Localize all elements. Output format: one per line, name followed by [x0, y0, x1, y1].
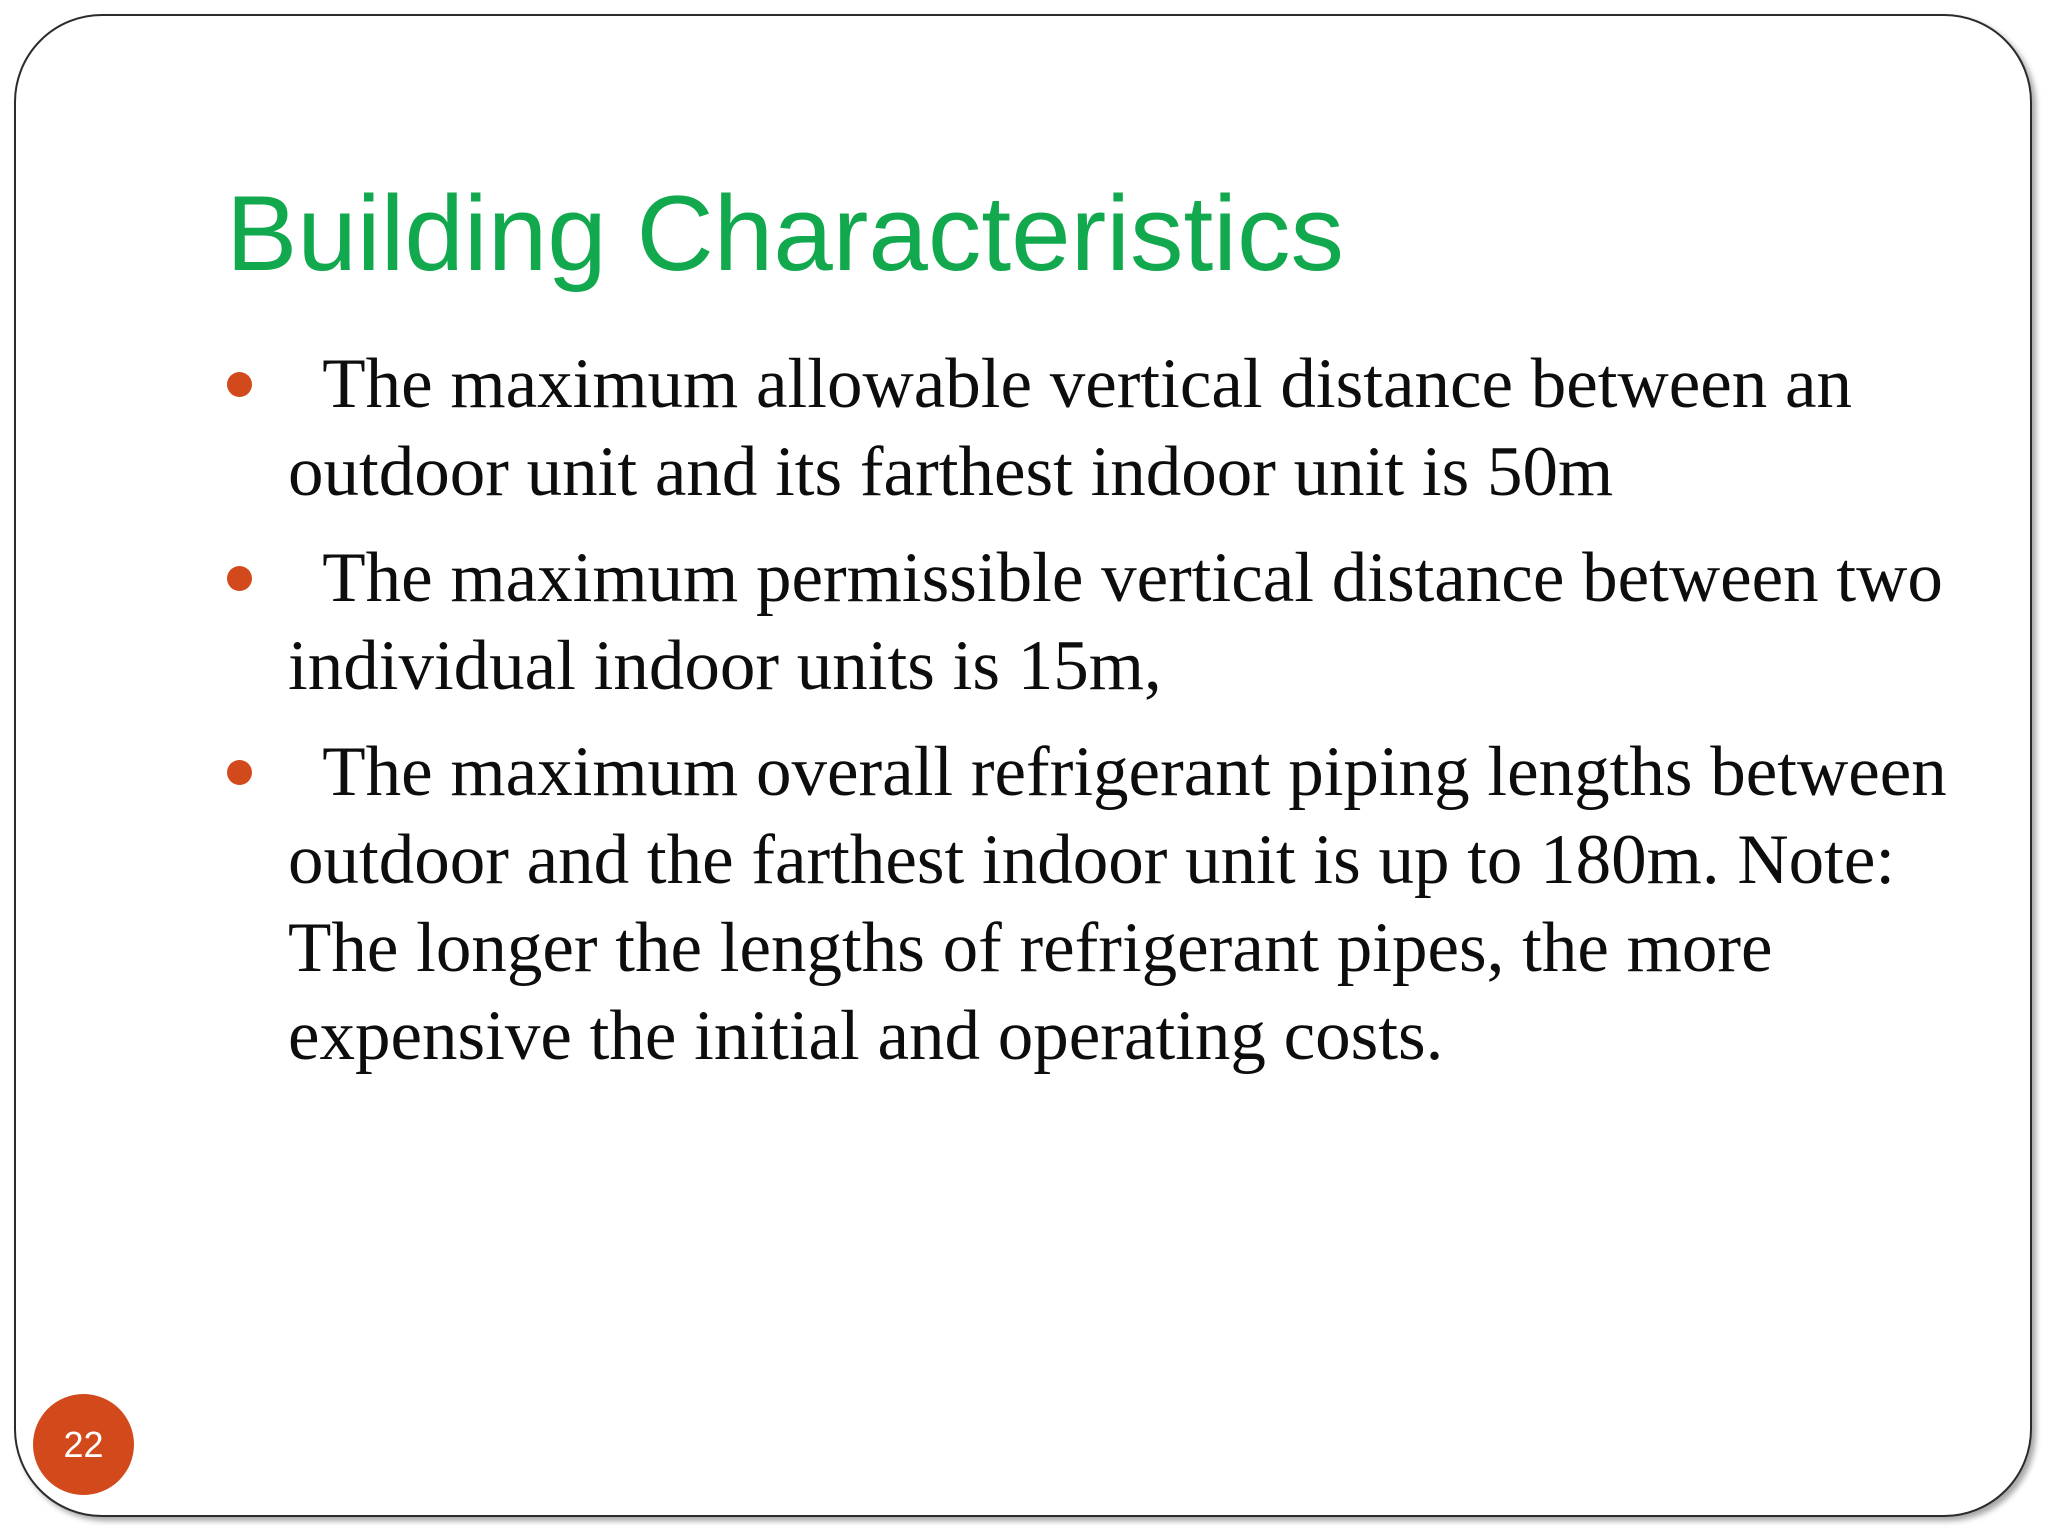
list-item [288, 534, 1948, 710]
bullet-dot-icon [227, 760, 252, 785]
slide-title: Building Characteristics [226, 173, 1345, 293]
bullet-text: The maximum overall refrigerant piping lengths between outdoor and the farthest indoor unit is up to 180m. Note: The longer the lengths of refrigerant pipes, the more expensive the initial and operating costs. [288, 733, 1947, 1075]
bullet-dot-icon [227, 372, 252, 397]
bullet-list [288, 340, 1948, 1098]
list-item [288, 728, 1948, 1080]
page-number-badge: 22 [33, 1394, 134, 1495]
list-item [288, 340, 1948, 516]
bullet-text: The maximum allowable vertical distance between an outdoor unit and its farthest indoor unit is 50m [288, 345, 1853, 511]
bullet-dot-icon [227, 566, 252, 591]
bullet-text: The maximum permissible vertical distance between two individual indoor units is 15m, [288, 539, 1943, 705]
